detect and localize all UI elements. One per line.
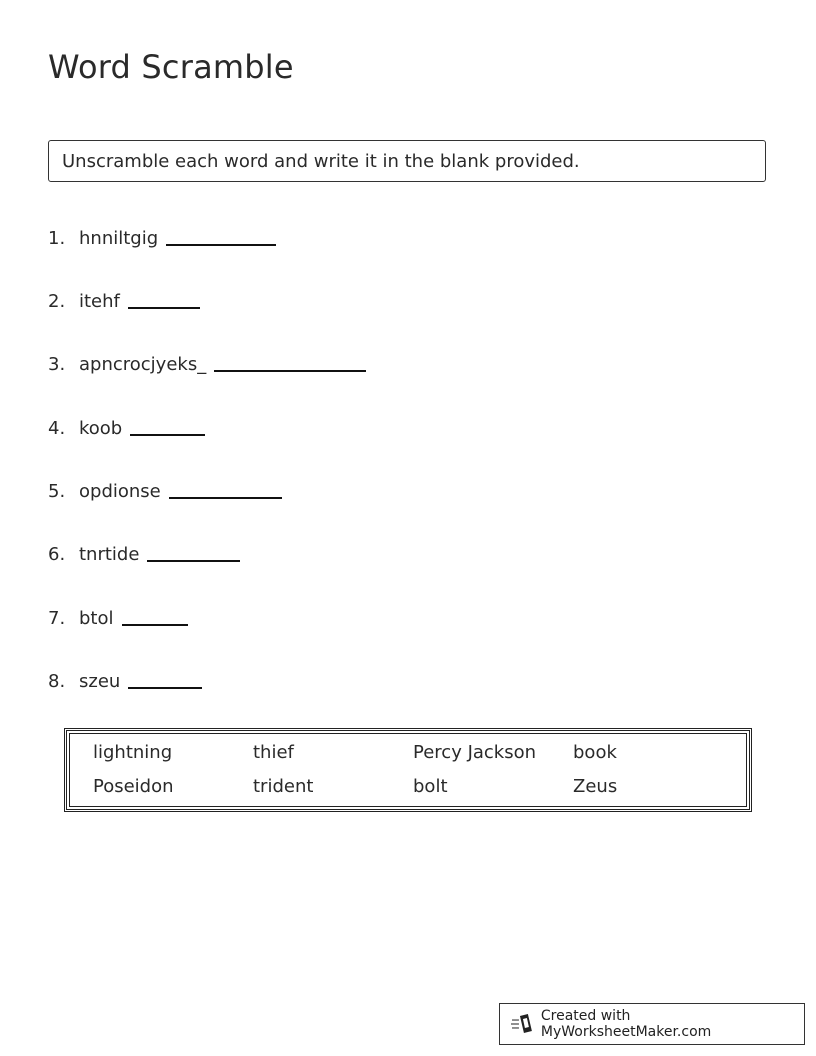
- question-number: 5.: [48, 481, 66, 502]
- scrambled-word: tnrtide: [79, 544, 140, 565]
- answer-blank[interactable]: [166, 244, 276, 246]
- footer-text: Created with MyWorksheetMaker.com: [540, 1008, 712, 1040]
- answer-blank[interactable]: [147, 560, 240, 562]
- scrambled-word: szeu: [79, 671, 121, 692]
- answer-blank[interactable]: [128, 307, 200, 309]
- answer-blank[interactable]: [128, 687, 202, 689]
- question-number: 6.: [48, 544, 66, 565]
- scrambled-word: opdionse: [79, 481, 161, 502]
- word-bank-item: Percy Jackson: [413, 742, 537, 763]
- question-item: [48, 219, 276, 249]
- word-bank-item: thief: [253, 742, 294, 763]
- question-item: [48, 345, 366, 375]
- word-bank-item: trident: [253, 776, 314, 797]
- footer-badge[interactable]: [499, 1003, 805, 1045]
- question-item: [48, 409, 205, 439]
- answer-blank[interactable]: [214, 370, 366, 372]
- scrambled-word: btol: [79, 608, 114, 629]
- scrambled-word: apncrocjyeks_: [79, 354, 207, 375]
- question-number: 8.: [48, 671, 66, 692]
- instructions-box: Unscramble each word and write it in the blank provided.: [48, 140, 766, 182]
- word-bank-item: Poseidon: [93, 776, 174, 797]
- word-bank: [64, 728, 752, 812]
- worksheet-logo-icon: [511, 1013, 535, 1035]
- scrambled-word: itehf: [79, 291, 120, 312]
- question-item: [48, 535, 240, 565]
- answer-blank[interactable]: [122, 624, 188, 626]
- question-item: [48, 662, 202, 692]
- answer-blank[interactable]: [130, 434, 205, 436]
- question-item: [48, 472, 282, 502]
- question-item: [48, 599, 188, 629]
- word-bank-item: bolt: [413, 776, 448, 797]
- word-bank-item: lightning: [93, 742, 173, 763]
- question-number: 1.: [48, 228, 66, 249]
- question-item: [48, 282, 200, 312]
- question-number: 7.: [48, 608, 66, 629]
- page-title: Word Scramble: [48, 48, 294, 86]
- scrambled-word: hnniltgig: [79, 228, 159, 249]
- question-number: 2.: [48, 291, 66, 312]
- word-bank-item: Zeus: [573, 776, 618, 797]
- word-bank-item: book: [573, 742, 617, 763]
- question-number: 4.: [48, 418, 66, 439]
- scrambled-word: koob: [79, 418, 123, 439]
- question-number: 3.: [48, 354, 66, 375]
- answer-blank[interactable]: [169, 497, 282, 499]
